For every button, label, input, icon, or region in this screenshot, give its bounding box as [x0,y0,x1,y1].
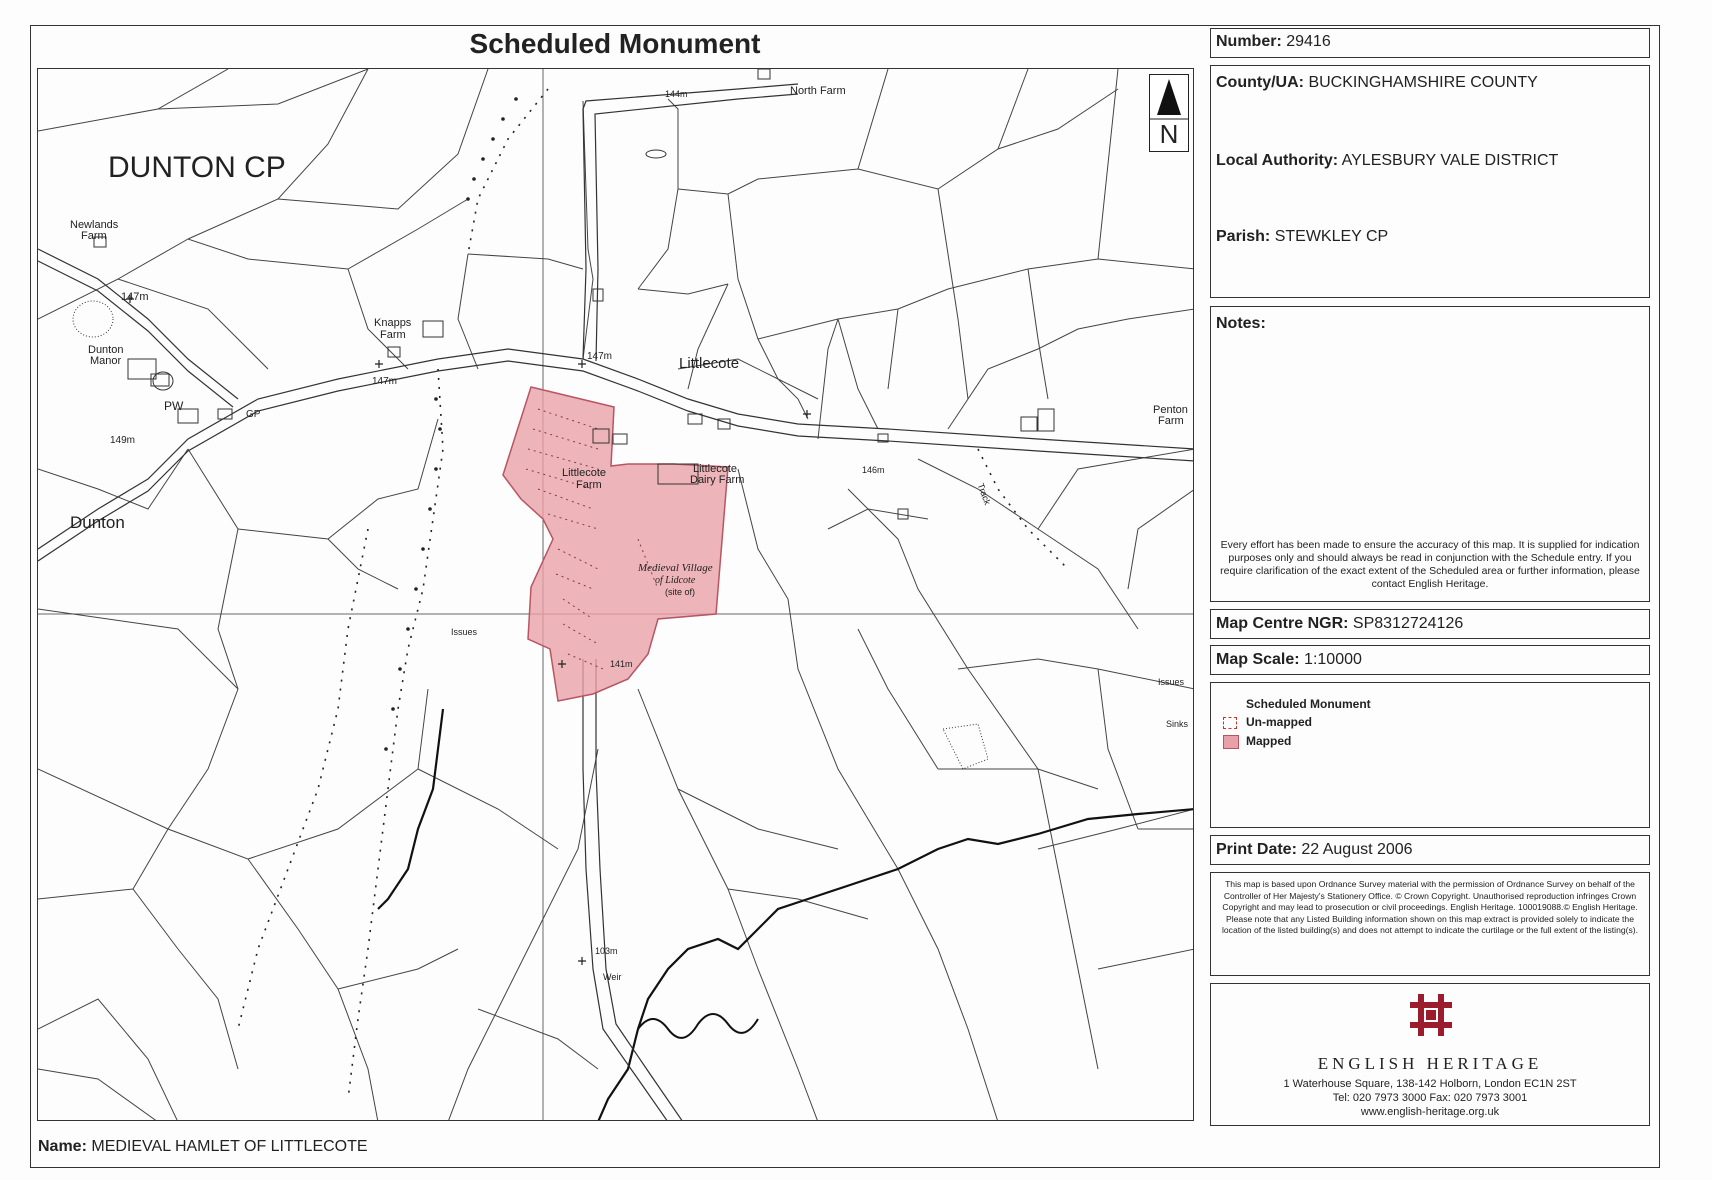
map-label-knapps-farm: Farm [380,329,406,341]
number-value: 29416 [1286,33,1331,50]
map-label-newlands: Newlands [70,219,119,231]
map-area[interactable] [37,68,1194,1121]
print-date-panel [1210,835,1650,865]
legend-title: Scheduled Monument [1246,697,1371,711]
map-label-track: Track [975,481,993,507]
organisation-phone: Tel: 020 7973 3000 Fax: 020 7973 3001 [1332,1092,1528,1104]
map-label-knapps: Knapps [374,317,412,329]
english-heritage-logo-icon [1408,992,1454,1038]
parish-label: Parish: [1216,228,1271,245]
north-label: N [1159,119,1179,149]
page-title: Scheduled Monument [469,28,761,59]
legend-mapped-label: Mapped [1246,734,1292,748]
name-label: Name: [38,1138,87,1155]
print-date-value: 22 August 2006 [1301,841,1413,858]
map-label-littlecote-farm-2: Farm [576,479,602,491]
organisation-address: 1 Waterhouse Square, 138-142 Holborn, London EC1N 2ST [1283,1078,1577,1090]
map-label-penton-farm: Farm [1158,415,1184,427]
location-panel [1210,65,1650,298]
map-label-issues: Issues [451,627,478,637]
number-panel [1210,28,1650,58]
copyright-text: This map is based upon Ordnance Survey material with the permission of Ordnance Survey on behalf of the Controller of Her Majesty's Stationery Office. © Crown Copyright. Unauthorised reproduction infringes Crown Copyright and may lead to prosecution or civil proceedings. English Heritage. 100019088.© English Heritage. Please note that any Listed Building information shown on this map extract is provided solely to indicate the location of the listed building(s) and does not attempt to indicate the curtilage or the full extent of the listing(s). [1221,879,1639,936]
map-label-dunton-manor-2: Manor [90,355,122,367]
map-label-village: Medieval Village [638,562,713,574]
map-label-height: 147m [372,376,398,387]
county-label: County/UA: [1216,74,1304,91]
organisation-name: ENGLISH HERITAGE [1317,1054,1543,1073]
map-label-pw: PW [164,399,184,413]
map-centre-value: SP8312724126 [1352,615,1464,632]
map-centre-label: Map Centre NGR: [1216,615,1349,632]
map-scale-value: 1:10000 [1304,651,1362,668]
map-label-height: 147m [587,351,613,362]
map-label-height: 146m [862,465,885,475]
parish-value: STEWKLEY CP [1274,228,1389,245]
map-centre-panel [1210,609,1650,639]
name-value: MEDIEVAL HAMLET OF LITTLECOTE [91,1138,368,1155]
map-label-penton: Penton [1153,404,1188,416]
map-label-height: 147m [121,291,149,303]
number-label: Number: [1216,33,1282,50]
map-label-height: 141m [610,659,633,669]
map-label-dunton: Dunton [70,513,125,532]
map-label-height: 103m [595,946,618,956]
map-label-dairy-farm-2: Dairy Farm [690,474,745,486]
local-authority-label: Local Authority: [1216,152,1339,169]
map-label-height: 144m [665,89,688,99]
map-label-village-3: (site of) [665,587,696,597]
copyright-panel [1210,872,1650,976]
map-scale-panel [1210,645,1650,675]
map-label-weir: Weir [603,972,622,982]
map-label-dairy-farm: Littlecote [693,463,738,475]
map-label-newlands-farm: Farm [81,230,107,242]
notes-panel [1210,306,1650,602]
map-label-dunton-cp: DUNTON CP [108,151,286,184]
map-scale-label: Map Scale: [1216,651,1300,668]
map-label-dunton-manor: Dunton [88,344,124,356]
county-value: BUCKINGHAMSHIRE COUNTY [1308,74,1538,91]
map-label-gp: GP [246,409,261,420]
map-label-littlecote: Littlecote [679,355,740,372]
print-date-label: Print Date: [1216,841,1297,858]
map-linework [38,69,1194,1121]
north-arrow [1149,74,1189,152]
map-label-littlecote-farm: Littlecote [562,467,607,479]
map-label-height: 149m [110,435,136,446]
monument-name [38,1138,368,1156]
legend-panel [1210,682,1650,828]
map-label-north-farm: North Farm [790,85,846,97]
local-authority-value: AYLESBURY VALE DISTRICT [1341,152,1559,169]
map-label-sinks: Sinks [1166,719,1189,729]
organisation-web[interactable]: www.english-heritage.org.uk [1360,1106,1500,1118]
organisation-panel [1210,983,1650,1126]
legend-unmapped-label: Un-mapped [1246,715,1312,729]
legend-mapped-swatch [1223,735,1239,749]
notes-label: Notes: [1216,315,1266,332]
legend-unmapped-swatch [1223,717,1237,729]
map-label-village-2: of Lidcote [655,575,696,586]
map-label-issues: Issues [1158,677,1185,687]
disclaimer-text: Every effort has been made to ensure the accuracy of this map. It is supplied for indication purposes only and should always be read in conjunction with the Schedule entry. If you require clarification of the exact extent of the Scheduled area or further information, please contact English Heritage. [1220,539,1640,590]
